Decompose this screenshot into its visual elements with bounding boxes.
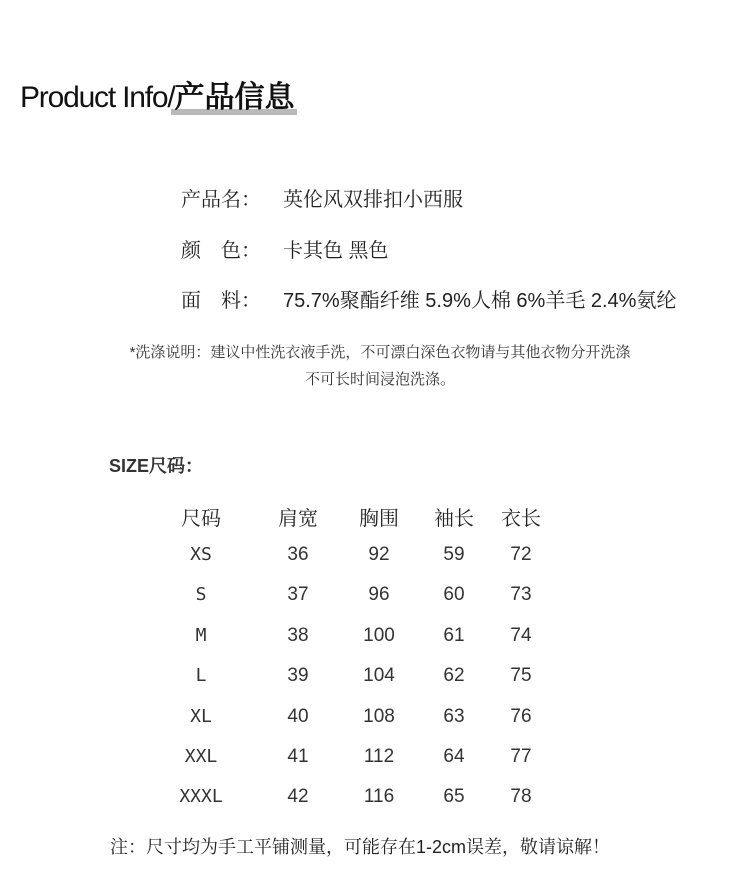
size-table-header-bust: 胸围 <box>359 508 399 530</box>
size-table-cell-sleeve: 60 <box>443 584 465 605</box>
title-english: Product Info/ <box>20 81 175 114</box>
size-table-cell-shoulder: 42 <box>287 786 309 807</box>
size-table-cell-sleeve: 64 <box>443 746 465 767</box>
product-name-value: 英伦风双排扣小西服 <box>283 189 463 211</box>
size-table-cell-bust: 108 <box>363 706 395 727</box>
size-table-cell-sleeve: 61 <box>443 625 465 646</box>
wash-instructions-line-1: *洗涤说明：建议中性洗衣液手洗，不可漂白深色衣物请与其他衣物分开洗涤 <box>129 344 631 361</box>
size-table-cell-length: 75 <box>510 665 532 686</box>
size-table-cell-size: S <box>195 584 207 605</box>
size-table-cell-bust: 96 <box>368 584 390 605</box>
size-table-cell-sleeve: 59 <box>443 544 465 565</box>
size-table-header-shoulder: 肩宽 <box>278 508 318 530</box>
size-table-cell-length: 76 <box>510 706 532 727</box>
size-table-cell-size: XL <box>190 706 212 727</box>
size-table-cell-length: 74 <box>510 625 532 646</box>
size-table-cell-size: XXL <box>184 746 218 767</box>
size-table-cell-size: M <box>195 625 207 646</box>
size-table-cell-bust: 92 <box>368 544 390 565</box>
size-table-header-size: 尺码 <box>181 508 221 530</box>
size-table-cell-size: XS <box>190 544 212 565</box>
wash-instructions-line-2: 不可长时间浸泡洗涤。 <box>304 371 455 388</box>
size-table-header-sleeve: 袖长 <box>434 508 474 530</box>
size-table-header-length: 衣长 <box>501 508 541 530</box>
size-table-cell-sleeve: 65 <box>443 786 465 807</box>
fabric-label: 面 料： <box>181 290 261 312</box>
color-label: 颜 色： <box>181 240 261 262</box>
size-table-cell-bust: 116 <box>363 786 395 807</box>
size-table-cell-shoulder: 41 <box>287 746 309 767</box>
color-value: 卡其色 黑色 <box>283 240 389 262</box>
size-section-label: SIZE尺码： <box>109 456 204 476</box>
product-name-label: 产品名： <box>181 189 261 211</box>
size-table-cell-length: 73 <box>510 584 532 605</box>
size-table-cell-bust: 104 <box>363 665 395 686</box>
size-table-cell-length: 77 <box>510 746 532 767</box>
size-table-cell-length: 72 <box>510 544 532 565</box>
size-table-cell-sleeve: 62 <box>443 665 465 686</box>
size-table-cell-size: XXXL <box>179 786 223 807</box>
size-table-cell-length: 78 <box>510 786 532 807</box>
size-table-cell-shoulder: 40 <box>287 706 309 727</box>
fabric-value: 75.7%聚酯纤维 5.9%人棉 6%羊毛 2.4%氨纶 <box>283 290 677 312</box>
size-table-cell-sleeve: 63 <box>443 706 465 727</box>
size-table-cell-shoulder: 38 <box>287 625 309 646</box>
size-table-cell-shoulder: 39 <box>287 665 309 686</box>
size-table-cell-bust: 100 <box>363 625 395 646</box>
page-title <box>20 72 295 116</box>
size-table-cell-shoulder: 36 <box>287 544 309 565</box>
title-chinese: 产品信息 <box>175 72 295 116</box>
measurement-note: 注：尺寸均为手工平铺测量，可能存在1-2cm误差，敬请谅解！ <box>110 837 611 857</box>
size-table-cell-size: L <box>195 665 207 686</box>
size-table-cell-bust: 112 <box>363 746 395 767</box>
size-table-cell-shoulder: 37 <box>287 584 309 605</box>
